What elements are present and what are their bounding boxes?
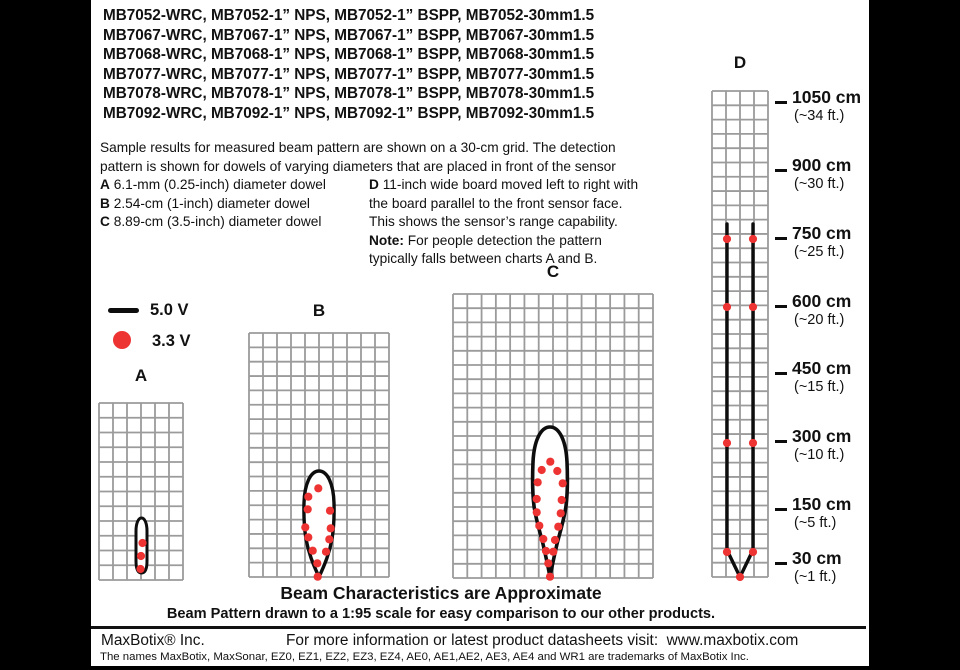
scale-cm-label: 900 cm (792, 154, 852, 175)
scale-ft-label: (~15 ft.) (794, 379, 845, 396)
beam-dot-3v (327, 524, 335, 532)
beam-dot-3v (723, 548, 731, 556)
beam-dot-3v (546, 458, 554, 466)
beam-dot-3v (749, 439, 757, 447)
beam-dot-3v (535, 522, 543, 530)
board-text: 11-inch wide board moved left to right with (382, 177, 639, 192)
beam-dot-3v (557, 509, 565, 517)
scale-ft-label: (~10 ft.) (794, 447, 845, 464)
beam-dot-3v (325, 535, 333, 543)
chart-a-label: A (134, 366, 148, 385)
dowel-key: C (100, 214, 110, 230)
company-name: MaxBotix® Inc. (101, 632, 205, 649)
dowel-key: A (100, 177, 110, 192)
note-line: typically falls between charts A and B. (369, 251, 598, 267)
scale-cm-label: 30 cm (792, 548, 842, 569)
beam-dot-3v (736, 573, 744, 581)
beam-dot-3v (534, 478, 542, 486)
beam-dot-3v (553, 467, 561, 475)
product-model-list (103, 6, 594, 124)
beam-dot-3v (723, 439, 731, 447)
scale-tick-dash (775, 440, 787, 443)
scale-ft-label: (~20 ft.) (794, 311, 845, 328)
scale-tick-dash (775, 508, 787, 511)
scale-tick-dash (775, 305, 787, 308)
beam-dot-3v (137, 552, 145, 560)
legend-3v-label: 3.3 V (152, 332, 191, 350)
beam-dot-3v (723, 303, 731, 311)
scale-tick-dash (775, 372, 787, 375)
beam-chart-d (712, 91, 768, 577)
beam-dot-3v (304, 493, 312, 501)
dowel-list (100, 176, 326, 232)
beam-dot-3v (304, 533, 312, 541)
beam-dot-3v (533, 508, 541, 516)
intro-paragraph (100, 139, 616, 176)
beam-dot-3v (314, 573, 322, 581)
trademark-line: The names MaxBotix, MaxSonar, EZ0, EZ1, EZ2, EZ3, EZ4, AE0, AE1,AE2, AE3, AE4 and WR1 are trademarks of MaxBotix Inc. (100, 651, 749, 663)
board-description (369, 176, 638, 269)
board-line: This shows the sensor’s range capability. (369, 214, 618, 230)
beam-dot-3v (538, 466, 546, 474)
scale-cm-label: 450 cm (792, 358, 852, 379)
board-line (369, 176, 638, 195)
note-label: Note: (369, 232, 404, 248)
chart-b-label: B (312, 301, 326, 320)
scale-tick-dash (775, 237, 787, 240)
dowel-key: B (100, 195, 110, 211)
approx-title: Beam Characteristics are Approximate (280, 583, 602, 603)
model-line: MB7068-WRC, MB7068-1” NPS, MB7068-1” BSPP, MB7068-30mm1.5 (103, 46, 595, 64)
beam-dot-3v (559, 479, 567, 487)
beam-dot-3v (723, 235, 731, 243)
scale-tick-dash (775, 169, 787, 172)
beam-dot-3v (314, 484, 322, 492)
dowel-text: 8.89-cm (3.5-inch) diameter dowel (113, 214, 322, 230)
model-line: MB7067-WRC, MB7067-1” NPS, MB7067-1” BSPP, MB7067-30mm1.5 (103, 26, 595, 44)
right-black-border (869, 0, 960, 670)
scale-cm-label: 300 cm (792, 426, 852, 447)
beam-dot-3v (554, 523, 562, 531)
dowel-item-c (100, 213, 326, 232)
model-line: MB7052-WRC, MB7052-1” NPS, MB7052-1” BSPP, MB7052-30mm1.5 (103, 7, 595, 24)
scale-tick-dash (775, 562, 787, 565)
beam-dot-3v (749, 303, 757, 311)
scale-ft-label: (~5 ft.) (794, 515, 837, 532)
legend-5v-label: 5.0 V (150, 301, 189, 319)
intro-line: Sample results for measured beam pattern are shown on a 30-cm grid. The detection (100, 140, 616, 155)
scale-ft-label: (~25 ft.) (794, 243, 845, 260)
scale-cm-label: 1050 cm (792, 87, 862, 107)
beam-dot-3v (549, 548, 557, 556)
beam-dot-3v (322, 548, 330, 556)
model-line: MB7077-WRC, MB7077-1” NPS, MB7077-1” BSPP, MB7077-30mm1.5 (103, 65, 595, 83)
beam-dot-3v (539, 535, 547, 543)
grid-30cm (712, 91, 768, 577)
scale-note: Beam Pattern drawn to a 1:95 scale for easy comparison to our other products. (166, 606, 716, 622)
note-line (369, 232, 638, 251)
chart-c-label: C (546, 262, 560, 281)
beam-dot-3v (546, 573, 554, 581)
beam-dot-3v (558, 496, 566, 504)
scale-cm-label: 750 cm (792, 222, 852, 243)
dowel-item-a (100, 176, 326, 195)
model-line: MB7092-WRC, MB7092-1” NPS, MB7092-1” BSPP, MB7092-30mm1.5 (103, 104, 595, 122)
legend-3v-dot-swatch (113, 331, 131, 349)
beam-dot-3v (326, 507, 334, 515)
left-black-border (0, 0, 91, 670)
beam-dot-3v (749, 548, 757, 556)
scale-tick-dash (775, 101, 787, 104)
board-line: the board parallel to the front sensor face. (369, 195, 623, 211)
beam-dot-3v (309, 547, 317, 555)
legend-5v-line-swatch (108, 308, 139, 313)
bottom-black-border (0, 666, 960, 670)
footer-divider (91, 626, 866, 629)
beam-dot-3v (138, 539, 146, 547)
model-line: MB7078-WRC, MB7078-1” NPS, MB7078-1” BSPP, MB7078-30mm1.5 (103, 85, 595, 103)
dowel-text: 6.1-mm (0.25-inch) diameter dowel (113, 177, 326, 192)
scale-ft-label: (~1 ft.) (794, 569, 837, 586)
beam-dot-3v (551, 536, 559, 544)
beam-chart-c (453, 294, 653, 578)
beam-dot-3v (544, 559, 552, 567)
scale-cm-label: 150 cm (792, 494, 852, 515)
scale-ft-label: (~30 ft.) (794, 175, 845, 192)
beam-chart-b (249, 333, 389, 577)
beam-dot-3v (136, 565, 144, 573)
note-text: For people detection the pattern (407, 232, 602, 248)
beam-chart-a (99, 403, 183, 580)
beam-dot-3v (749, 235, 757, 243)
chart-d-label: D (733, 53, 747, 72)
scale-cm-label: 600 cm (792, 290, 852, 311)
board-key: D (369, 177, 379, 192)
dowel-text: 2.54-cm (1-inch) diameter dowel (113, 195, 310, 211)
footer-info-url: For more information or latest product datasheets visit: www.maxbotix.com (286, 632, 799, 649)
dowel-item-b (100, 195, 326, 214)
intro-line: pattern is shown for dowels of varying diameters that are placed in front of the sensor (100, 158, 616, 174)
scale-ft-label: (~34 ft.) (794, 108, 845, 124)
beam-dot-3v (533, 495, 541, 503)
beam-dot-3v (542, 547, 550, 555)
beam-dot-3v (301, 523, 309, 531)
beam-dot-3v (304, 505, 312, 513)
beam-dot-3v (313, 559, 321, 567)
